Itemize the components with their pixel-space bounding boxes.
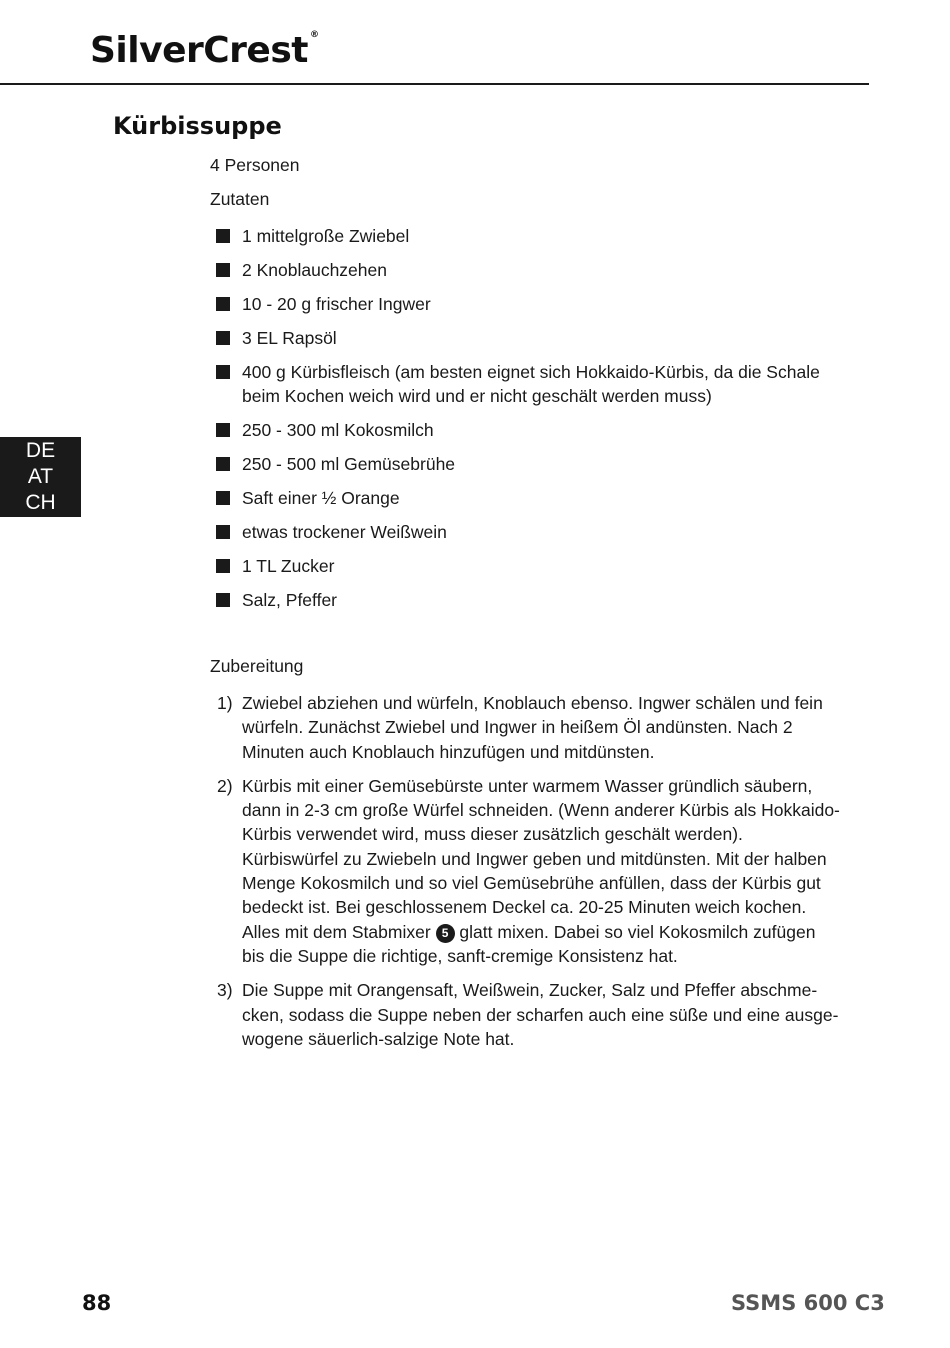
ingredient-text: Saft einer ½ Orange bbox=[242, 488, 400, 509]
square-bullet-icon bbox=[216, 457, 230, 471]
ingredient-item bbox=[210, 588, 840, 612]
square-bullet-icon bbox=[216, 365, 230, 379]
step-number: 2) bbox=[217, 775, 233, 796]
square-bullet-icon bbox=[216, 491, 230, 505]
ingredient-text: 3 EL Rapsöl bbox=[242, 327, 337, 348]
step-text: Zwiebel abziehen und würfeln, Knoblauch ebenso. Ingwer schälen und fein würfeln. Zunächst Zwiebel und Ingwer in heißem Öl andünsten. Nach 2 Minuten auch Knoblauch hinzufügen und mitdünsten. bbox=[242, 693, 823, 762]
language-code: CH bbox=[25, 491, 56, 514]
servings: 4 Personen bbox=[210, 155, 300, 175]
ingredient-item bbox=[210, 452, 840, 476]
square-bullet-icon bbox=[216, 331, 230, 345]
preparation-steps bbox=[210, 691, 840, 1061]
step-text: Kürbis mit einer Gemüsebürste unter warmem Wasser gründlich säubern, dann in 2-3 cm große Würfel schneiden. (Wenn anderer Kürbis als Hokkaido-Kürbis verwendet wird, muss dieser zusätzlich geschält werden). Kürbiswürfel zu Zwiebeln und Ingwer geben und mitdünsten. Mit der halben Menge Kokosmilch und so viel Gemüsebrühe anfüllen, dass der Kürbis gut bedeckt ist. Bei geschlossenem Deckel ca. 20-25 Minuten weich kochen. Alles mit dem Stabmixer bbox=[242, 775, 840, 942]
square-bullet-icon bbox=[216, 423, 230, 437]
ingredient-item bbox=[210, 486, 840, 510]
step-text-continued: glatt mixen. Dabei so viel Kokosmilch zufügen bis die Suppe die richtige, sanft-cremige Konsistenz hat. bbox=[242, 921, 816, 966]
ingredient-item bbox=[210, 360, 840, 409]
square-bullet-icon bbox=[216, 229, 230, 243]
ingredient-item bbox=[210, 520, 840, 544]
step-number: 3) bbox=[217, 980, 233, 1001]
brand-logo bbox=[90, 30, 318, 71]
language-code: AT bbox=[27, 465, 54, 488]
step-number: 1) bbox=[217, 693, 233, 713]
ingredient-item bbox=[210, 554, 840, 578]
ingredient-text: 10 - 20 g frischer Ingwer bbox=[242, 293, 431, 314]
ingredient-text: 250 - 300 ml Kokosmilch bbox=[242, 420, 434, 441]
square-bullet-icon bbox=[216, 559, 230, 573]
ingredient-item bbox=[210, 258, 840, 282]
model-number: SSMS 600 C3 bbox=[731, 1291, 885, 1315]
ingredient-text: 2 Knoblauchzehen bbox=[242, 259, 387, 280]
square-bullet-icon bbox=[216, 263, 230, 277]
language-code: DE bbox=[25, 439, 56, 462]
step-item bbox=[210, 774, 840, 968]
square-bullet-icon bbox=[216, 593, 230, 607]
step-text: Die Suppe mit Orangensaft, Weißwein, Zucker, Salz und Pfeffer abschmecken, sodass die Suppe neben der scharfen auch eine süße und eine ausgewogene säuerlich-salzige Note hat. bbox=[242, 980, 839, 1049]
ingredients-heading: Zutaten bbox=[210, 189, 270, 209]
ingredients-list bbox=[210, 224, 840, 622]
ingredient-text: 1 TL Zucker bbox=[242, 556, 335, 577]
ingredient-item bbox=[210, 418, 840, 442]
registered-mark: ® bbox=[309, 30, 319, 40]
page-number: 88 bbox=[82, 1291, 112, 1315]
page-title: Kürbissuppe bbox=[113, 112, 282, 140]
square-bullet-icon bbox=[216, 525, 230, 539]
ingredient-text: Salz, Pfeffer bbox=[242, 590, 338, 611]
ingredient-text: 1 mittelgroße Zwiebel bbox=[242, 226, 410, 246]
brand-name: SilverCrest bbox=[90, 30, 308, 71]
ingredient-text: etwas trockener Weißwein bbox=[242, 522, 447, 543]
header-divider bbox=[0, 83, 869, 85]
part-reference-badge: 5 bbox=[436, 924, 455, 943]
ingredient-item bbox=[210, 292, 840, 316]
ingredient-text: 400 g Kürbisfleisch (am besten eignet sich Hokkaido-Kürbis, da die Schale beim Kochen weich wird und er nicht geschält werden muss) bbox=[242, 361, 820, 407]
ingredient-text: 250 - 500 ml Gemüsebrühe bbox=[242, 454, 456, 475]
step-item bbox=[210, 691, 840, 764]
square-bullet-icon bbox=[216, 297, 230, 311]
language-tab bbox=[0, 437, 81, 517]
ingredient-item bbox=[210, 224, 840, 248]
preparation-heading: Zubereitung bbox=[210, 656, 304, 676]
ingredient-item bbox=[210, 326, 840, 350]
step-item bbox=[210, 978, 840, 1051]
